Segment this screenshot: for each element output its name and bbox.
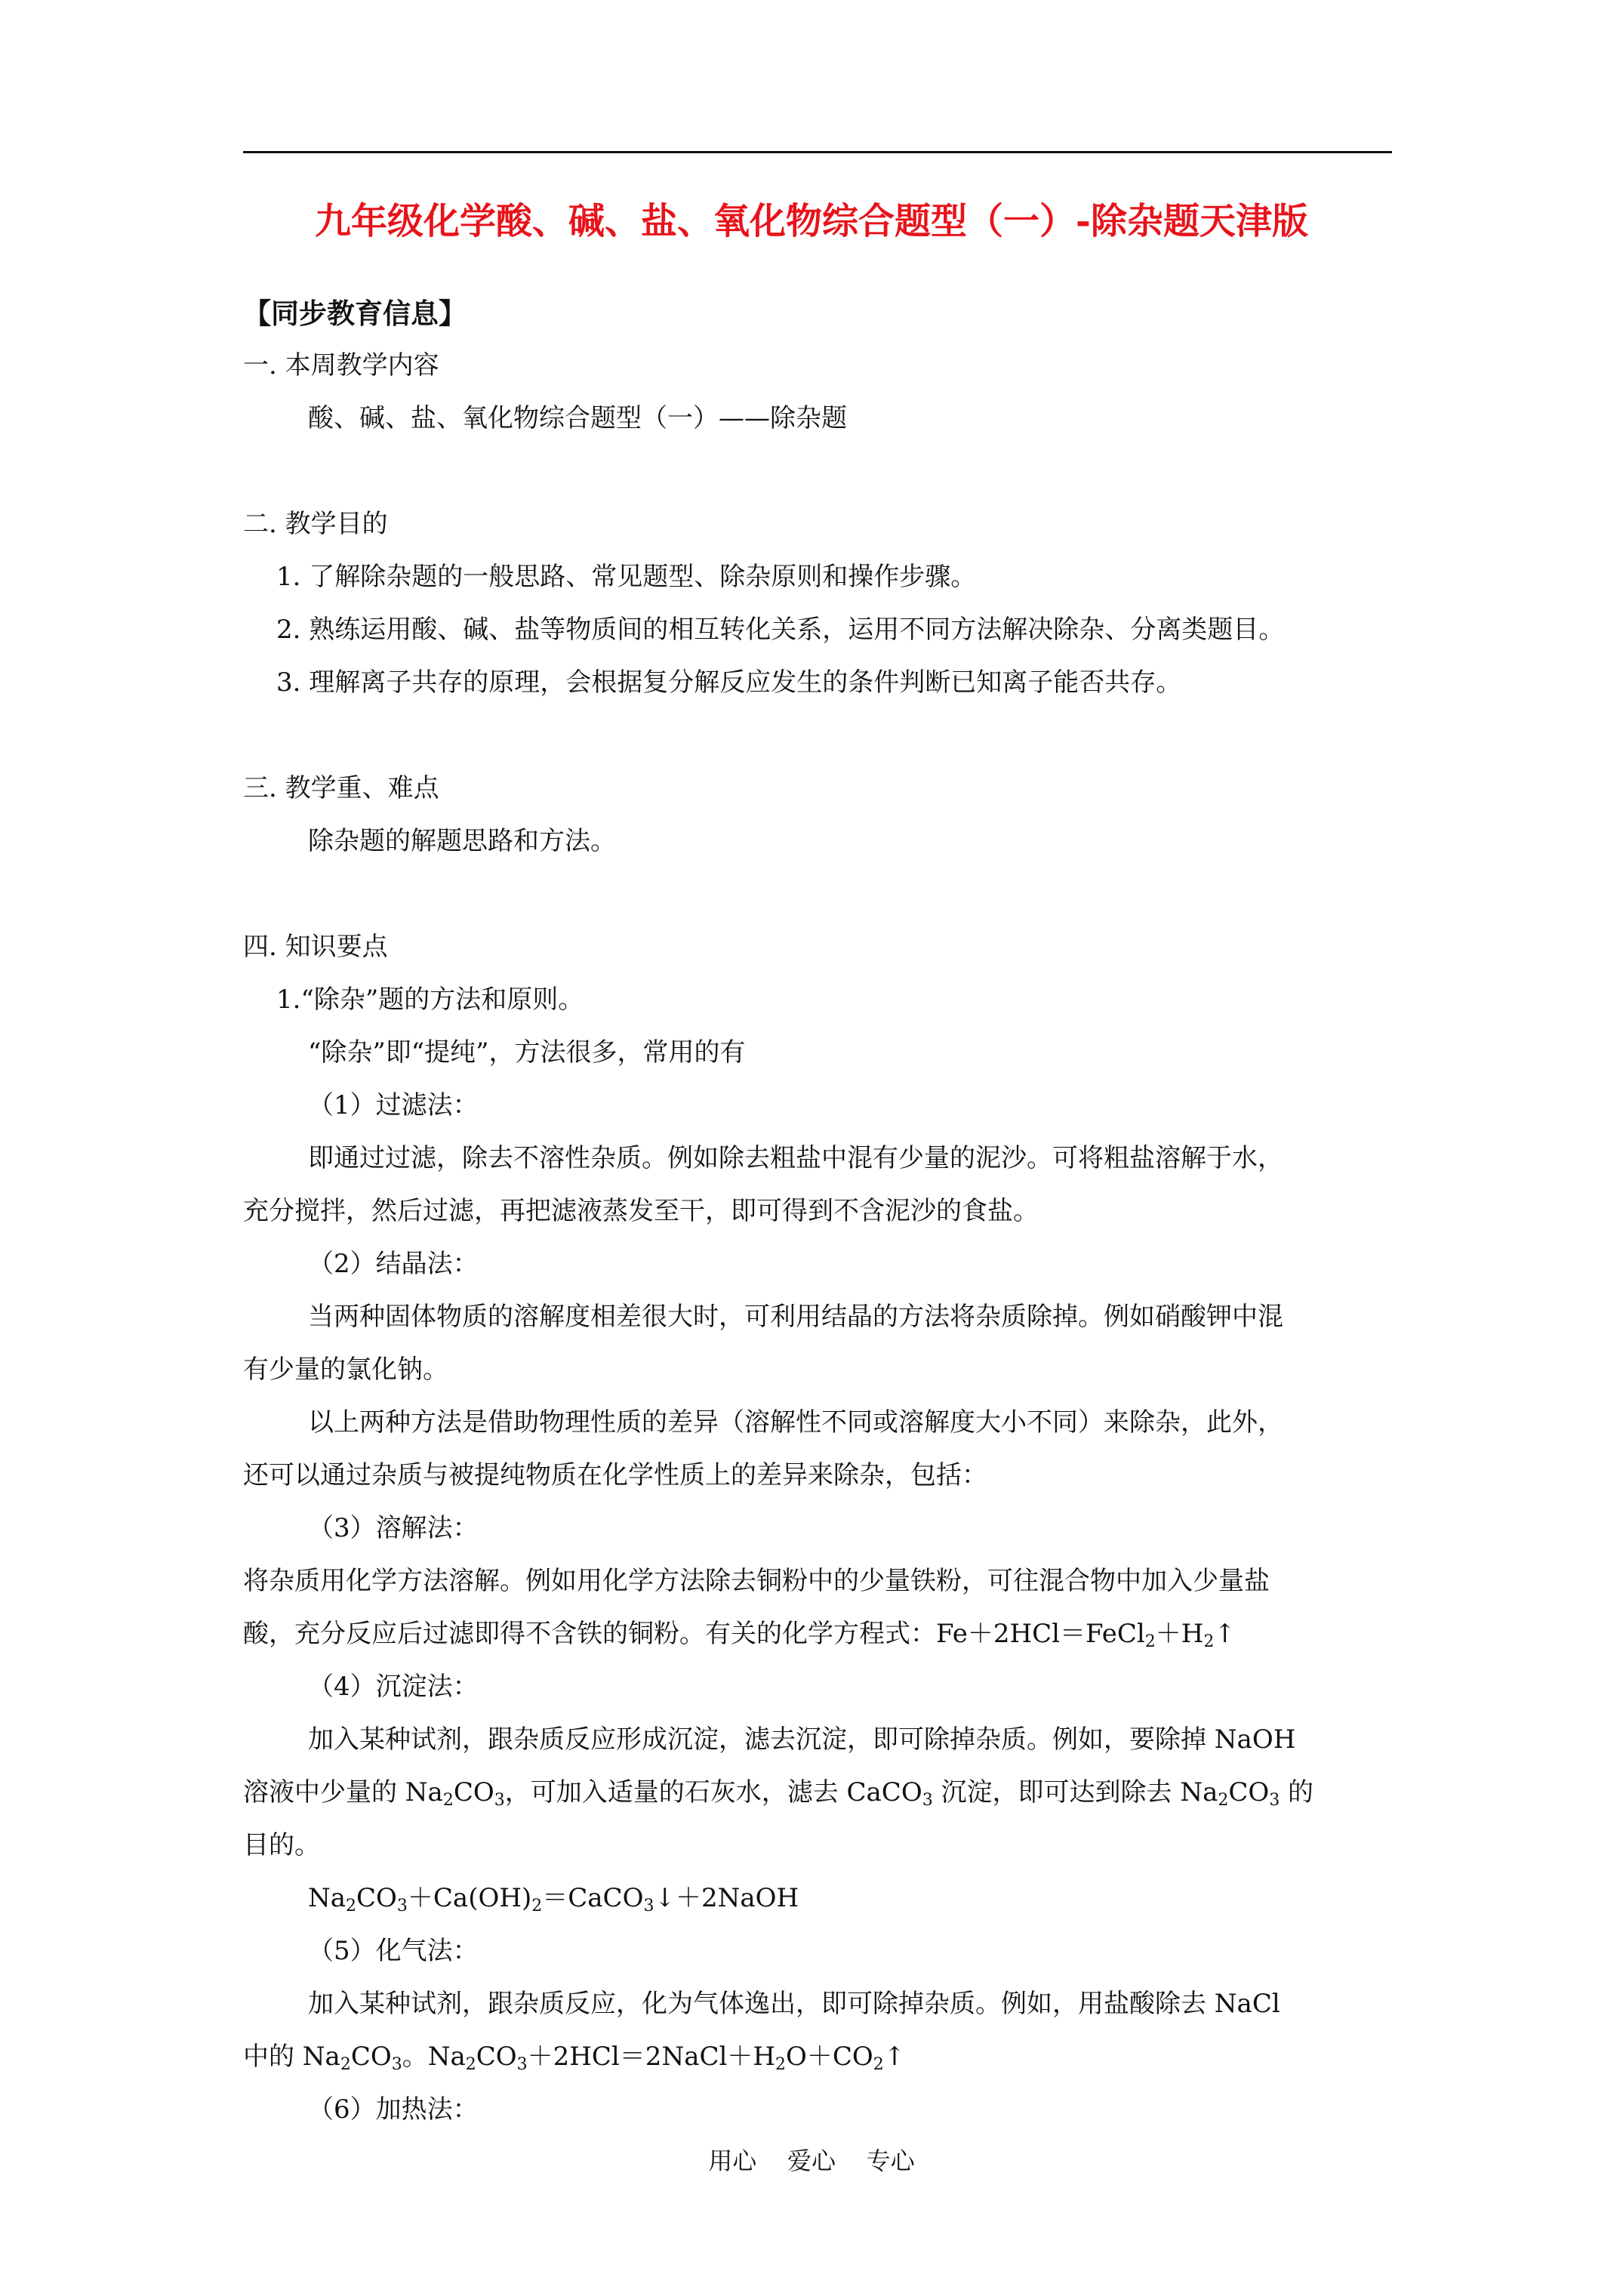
method-4-equation — [308, 1881, 799, 1915]
subscript: 2 — [465, 2055, 476, 2074]
formula-part: CO — [350, 2042, 392, 2072]
subscript: 2 — [340, 2055, 351, 2074]
method-1-line-1: 即通过过滤，除去不溶性杂质。例如除去粗盐中混有少量的泥沙。可将粗盐溶解于水， — [308, 1143, 1283, 1173]
section-3-body: 除杂题的解题思路和方法。 — [308, 826, 616, 856]
subscript: 2 — [442, 1791, 454, 1810]
text-run: ，可加入适量的石灰水，滤去 CaCO — [504, 1777, 922, 1808]
formula-part: ↓＋2NaOH — [654, 1883, 799, 1913]
subscript: 2 — [775, 2055, 787, 2074]
section-1-heading: 一. 本周教学内容 — [243, 350, 439, 381]
method-2-line-2: 有少量的氯化钠。 — [243, 1354, 448, 1385]
method-1-title: （1）过滤法： — [308, 1090, 479, 1120]
header-rule — [243, 151, 1392, 153]
physical-note-line-2: 还可以通过杂质与被提纯物质在化学性质上的差异来除杂，包括： — [243, 1460, 987, 1490]
formula-part: CO — [356, 1883, 397, 1913]
method-3-title: （3）溶解法： — [308, 1513, 479, 1543]
method-5-line-1: 加入某种试剂，跟杂质反应，化为气体逸出，即可除掉杂质。例如，用盐酸除去 NaCl — [308, 1989, 1280, 2019]
subscript: 2 — [873, 2055, 884, 2074]
subscript: 2 — [531, 1897, 543, 1915]
formula-part: CO — [453, 1777, 494, 1808]
gas-arrow: ↑ — [1214, 1619, 1236, 1649]
method-4-title: （4）沉淀法： — [308, 1672, 479, 1702]
formula-part: CO — [1228, 1777, 1270, 1808]
text-run: ＋H — [1155, 1619, 1204, 1649]
section-2-item-1: 1. 了解除杂题的一般思路、常见题型、除杂原则和操作步骤。 — [276, 562, 977, 592]
subscript: 3 — [396, 1897, 408, 1915]
subscript: 2 — [1203, 1632, 1215, 1651]
text-run: 溶液中少量的 Na — [243, 1777, 443, 1808]
method-4-line-1: 加入某种试剂，跟杂质反应形成沉淀，滤去沉淀，即可除掉杂质。例如，要除掉 NaOH — [308, 1724, 1296, 1755]
section-4-point-1: 1.“除杂”题的方法和原则。 — [276, 985, 584, 1015]
text-run: 。Na — [402, 2042, 466, 2072]
formula-part: ＋2HCl＝2NaCl＋H — [527, 2042, 776, 2072]
subscript: 3 — [516, 2055, 528, 2074]
text-run: 沉淀，即可达到除去 Na — [932, 1777, 1218, 1808]
text-run: 的 — [1280, 1777, 1314, 1808]
section-3-heading: 三. 教学重、难点 — [243, 773, 439, 803]
method-4-line-3: 目的。 — [243, 1830, 320, 1860]
section-4-heading: 四. 知识要点 — [243, 932, 388, 962]
formula-part: ＝CaCO — [542, 1883, 644, 1913]
text-run: 酸，充分反应后过滤即得不含铁的铜粉。有关的化学方程式：Fe＋2HCl＝FeCl — [243, 1619, 1145, 1649]
physical-note-line-1: 以上两种方法是借助物理性质的差异（溶解性不同或溶解度大小不同）来除杂，此外， — [308, 1407, 1283, 1438]
section-1-body: 酸、碱、盐、氧化物综合题型（一）——除杂题 — [308, 403, 847, 433]
method-6-title: （6）加热法： — [308, 2094, 479, 2125]
formula-part: O＋CO — [786, 2042, 873, 2072]
subscript: 3 — [391, 2055, 402, 2074]
formula-part: ＋Ca(OH) — [407, 1883, 532, 1913]
formula-part: CO — [476, 2042, 517, 2072]
formula-part: Na — [308, 1883, 346, 1913]
gas-arrow: ↑ — [883, 2042, 906, 2072]
document-title: 九年级化学酸、碱、盐、氧化物综合题型（一）-除杂题天津版 — [315, 200, 1308, 242]
method-5-line-2 — [243, 2039, 905, 2074]
section-header: 【同步教育信息】 — [243, 297, 467, 330]
subscript: 3 — [494, 1791, 505, 1810]
subscript: 3 — [922, 1791, 933, 1810]
method-2-line-1: 当两种固体物质的溶解度相差很大时，可利用结晶的方法将杂质除掉。例如硝酸钾中混 — [308, 1302, 1283, 1332]
method-2-title: （2）结晶法： — [308, 1249, 479, 1279]
method-3-equation-line — [243, 1616, 1236, 1651]
section-2-heading: 二. 教学目的 — [243, 509, 388, 539]
subscript: 2 — [1144, 1632, 1156, 1651]
method-4-line-2 — [243, 1775, 1313, 1810]
subscript: 2 — [346, 1897, 357, 1915]
method-5-title: （5）化气法： — [308, 1936, 479, 1966]
subscript: 3 — [643, 1897, 654, 1915]
section-2-item-3: 3. 理解离子共存的原理，会根据复分解反应发生的条件判断已知离子能否共存。 — [276, 667, 1182, 698]
section-2-item-2: 2. 熟练运用酸、碱、盐等物质间的相互转化关系，运用不同方法解决除杂、分离类题目。 — [276, 615, 1285, 645]
page-footer: 用心 爱心 专心 — [708, 2147, 915, 2175]
method-3-line-1: 将杂质用化学方法溶解。例如用化学方法除去铜粉中的少量铁粉，可往混合物中加入少量盐 — [243, 1566, 1270, 1596]
text-run: 中的 Na — [243, 2042, 340, 2072]
subscript: 3 — [1269, 1791, 1280, 1810]
section-4-intro: “除杂”即“提纯”，方法很多，常用的有 — [308, 1037, 746, 1068]
method-1-line-2: 充分搅拌，然后过滤，再把滤液蒸发至干，即可得到不含泥沙的食盐。 — [243, 1196, 1039, 1226]
subscript: 2 — [1218, 1791, 1229, 1810]
